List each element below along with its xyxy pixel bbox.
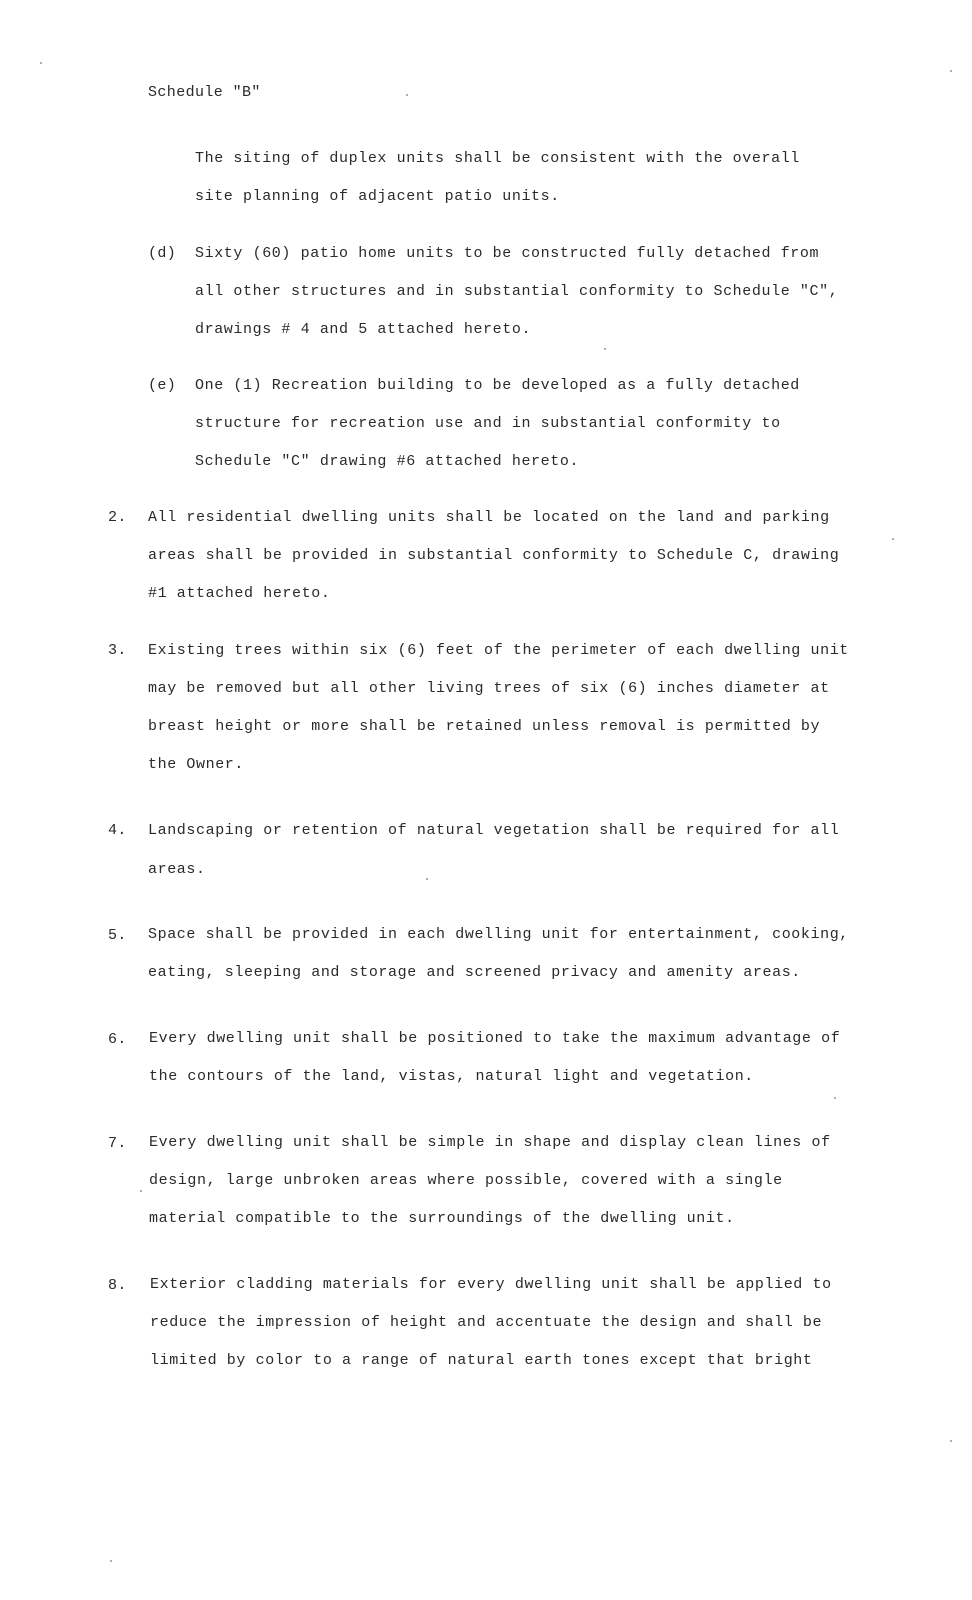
text-line: #1 attached hereto. [148, 585, 331, 602]
text-line: areas. [148, 861, 206, 878]
text-line: Space shall be provided in each dwelling unit for entertainment, cooking, [148, 926, 849, 943]
sub-item-marker: (d) [148, 245, 177, 262]
scan-speck [406, 94, 408, 96]
item-number: 4. [108, 822, 127, 839]
scan-speck [40, 62, 42, 64]
text-line: all other structures and in substantial conformity to Schedule "C", [195, 283, 839, 300]
text-line: may be removed but all other living trees of six (6) inches diameter at [148, 680, 830, 697]
text-line: Landscaping or retention of natural vegetation shall be required for all [148, 822, 840, 839]
text-line: design, large unbroken areas where possible, covered with a single [149, 1172, 783, 1189]
text-line: material compatible to the surroundings of the dwelling unit. [149, 1210, 735, 1227]
sub-item-marker: (e) [148, 377, 177, 394]
scan-speck [426, 878, 428, 880]
scan-speck [604, 348, 606, 350]
text-line: limited by color to a range of natural earth tones except that bright [150, 1352, 813, 1369]
scan-speck [834, 1097, 836, 1099]
scan-speck [892, 538, 894, 540]
scan-speck [140, 1190, 142, 1192]
item-number: 3. [108, 642, 127, 659]
scan-speck [110, 1560, 112, 1562]
scan-speck [950, 1440, 952, 1442]
text-line: drawings # 4 and 5 attached hereto. [195, 321, 532, 338]
text-line: Every dwelling unit shall be positioned to take the maximum advantage of [149, 1030, 841, 1047]
text-line: One (1) Recreation building to be developed as a fully detached [195, 377, 800, 394]
text-line: structure for recreation use and in substantial conformity to [195, 415, 781, 432]
item-number: 8. [108, 1277, 127, 1294]
text-line: the contours of the land, vistas, natural light and vegetation. [149, 1068, 754, 1085]
item-number: 2. [108, 509, 127, 526]
text-line: Schedule "C" drawing #6 attached hereto. [195, 453, 580, 470]
schedule-header: Schedule "B" [148, 84, 261, 101]
text-line: eating, sleeping and storage and screened privacy and amenity areas. [148, 964, 801, 981]
item-number: 6. [108, 1031, 127, 1048]
text-line: The siting of duplex units shall be consistent with the overall [195, 150, 800, 167]
scan-speck [950, 70, 952, 72]
text-line: site planning of adjacent patio units. [195, 188, 560, 205]
text-line: Existing trees within six (6) feet of the perimeter of each dwelling unit [148, 642, 849, 659]
text-line: Exterior cladding materials for every dwelling unit shall be applied to [150, 1276, 832, 1293]
text-line: Sixty (60) patio home units to be constructed fully detached from [195, 245, 820, 262]
text-line: breast height or more shall be retained unless removal is permitted by [148, 718, 821, 735]
text-line: reduce the impression of height and accentuate the design and shall be [150, 1314, 823, 1331]
text-line: All residential dwelling units shall be located on the land and parking [148, 509, 830, 526]
text-line: areas shall be provided in substantial conformity to Schedule C, drawing [148, 547, 840, 564]
item-number: 7. [108, 1135, 127, 1152]
text-line: the Owner. [148, 756, 245, 773]
item-number: 5. [108, 927, 127, 944]
text-line: Every dwelling unit shall be simple in shape and display clean lines of [149, 1134, 831, 1151]
